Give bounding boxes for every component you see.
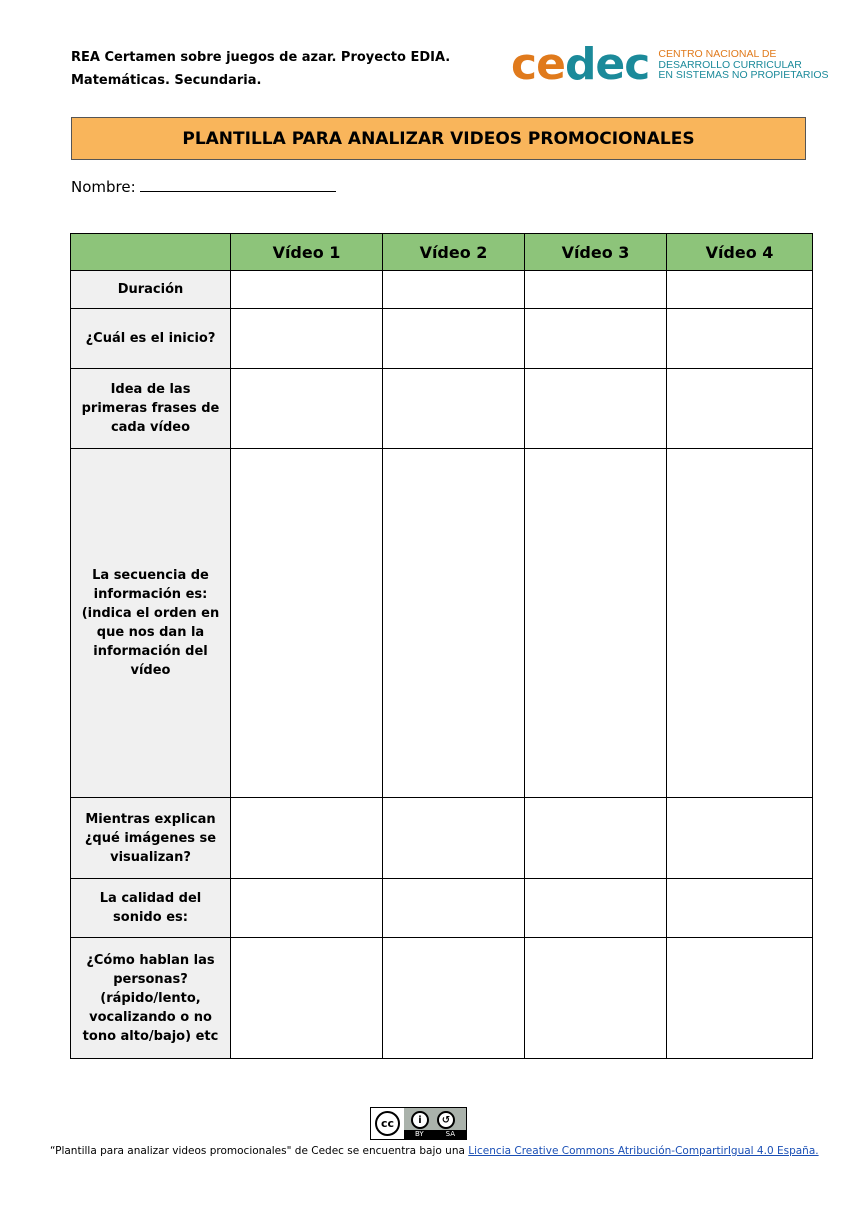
answer-cell[interactable] xyxy=(525,449,667,798)
name-field xyxy=(71,176,336,196)
answer-cell[interactable] xyxy=(383,938,525,1059)
answer-cell[interactable] xyxy=(231,309,383,369)
answer-cell[interactable] xyxy=(383,271,525,309)
name-label: Nombre: xyxy=(71,178,136,196)
header-line-1: REA Certamen sobre juegos de azar. Proyecto EDIA. xyxy=(71,50,451,65)
cc-icon: cc xyxy=(375,1111,400,1136)
table-row xyxy=(71,369,813,449)
column-header-video-3: Vídeo 3 xyxy=(525,234,667,271)
answer-cell[interactable] xyxy=(525,369,667,449)
page-title: PLANTILLA PARA ANALIZAR VIDEOS PROMOCIONALES xyxy=(71,117,806,160)
answer-cell[interactable] xyxy=(667,798,813,879)
attribution-icon: i xyxy=(411,1111,429,1129)
row-label: Duración xyxy=(71,271,231,309)
answer-cell[interactable] xyxy=(667,271,813,309)
table-row xyxy=(71,271,813,309)
logo-sub-1: CENTRO NACIONAL DE xyxy=(658,48,777,61)
header-line-2: Matemáticas. Secundaria. xyxy=(71,73,262,88)
row-label: ¿Cómo hablan las personas? (rápido/lento, vocalizando o no tono alto/bajo) etc xyxy=(71,938,231,1059)
license-link[interactable]: Licencia Creative Commons Atribución-CompartirIgual 4.0 España. xyxy=(468,1145,819,1157)
answer-cell[interactable] xyxy=(667,938,813,1059)
cc-badge-bar xyxy=(404,1130,466,1139)
answer-cell[interactable] xyxy=(231,369,383,449)
row-label: Idea de las primeras frases de cada vídeo xyxy=(71,369,231,449)
row-label: Mientras explican ¿qué imágenes se visualizan? xyxy=(71,798,231,879)
answer-cell[interactable] xyxy=(667,309,813,369)
answer-cell[interactable] xyxy=(383,879,525,938)
row-label: La secuencia de información es: (indica el orden en que nos dan la información del vídeo xyxy=(71,449,231,798)
column-header-video-1: Vídeo 1 xyxy=(231,234,383,271)
answer-cell[interactable] xyxy=(667,369,813,449)
analysis-table xyxy=(70,233,813,1059)
answer-cell[interactable] xyxy=(231,938,383,1059)
name-blank-line[interactable] xyxy=(140,176,336,192)
table-corner-cell xyxy=(71,234,231,271)
column-header-video-4: Vídeo 4 xyxy=(667,234,813,271)
answer-cell[interactable] xyxy=(525,798,667,879)
cc-license-badge[interactable] xyxy=(370,1107,467,1140)
answer-cell[interactable] xyxy=(383,309,525,369)
table-row xyxy=(71,449,813,798)
answer-cell[interactable] xyxy=(231,798,383,879)
cc-by-label: BY xyxy=(414,1130,424,1138)
logo-sub-3: EN SISTEMAS NO PROPIETARIOS xyxy=(658,69,829,82)
logo-subtitle xyxy=(658,49,828,81)
answer-cell[interactable] xyxy=(525,879,667,938)
logo-sub-2: DESARROLLO CURRICULAR xyxy=(658,58,802,71)
answer-cell[interactable] xyxy=(383,449,525,798)
table-row xyxy=(71,938,813,1059)
table-row xyxy=(71,798,813,879)
table-row xyxy=(71,879,813,938)
answer-cell[interactable] xyxy=(667,449,813,798)
license-text: “Plantilla para analizar videos promocionales" de Cedec se encuentra bajo una xyxy=(50,1145,469,1157)
answer-cell[interactable] xyxy=(525,938,667,1059)
answer-cell[interactable] xyxy=(525,271,667,309)
answer-cell[interactable] xyxy=(383,798,525,879)
logo-word-dec: dec xyxy=(564,39,650,90)
license-notice xyxy=(50,1145,819,1157)
row-label: La calidad del sonido es: xyxy=(71,879,231,938)
row-label: ¿Cuál es el inicio? xyxy=(71,309,231,369)
answer-cell[interactable] xyxy=(231,449,383,798)
table-header-row xyxy=(71,234,813,271)
share-alike-icon: ↺ xyxy=(437,1111,455,1129)
column-header-video-2: Vídeo 2 xyxy=(383,234,525,271)
answer-cell[interactable] xyxy=(231,879,383,938)
answer-cell[interactable] xyxy=(231,271,383,309)
answer-cell[interactable] xyxy=(525,309,667,369)
logo-wordmark xyxy=(511,40,649,90)
document-header xyxy=(71,46,450,92)
cc-logo xyxy=(371,1108,404,1139)
answer-cell[interactable] xyxy=(667,879,813,938)
cc-sa-label: SA xyxy=(445,1130,455,1138)
table-row xyxy=(71,309,813,369)
cedec-logo xyxy=(511,40,829,90)
answer-cell[interactable] xyxy=(383,369,525,449)
logo-word-ce: ce xyxy=(511,39,565,90)
